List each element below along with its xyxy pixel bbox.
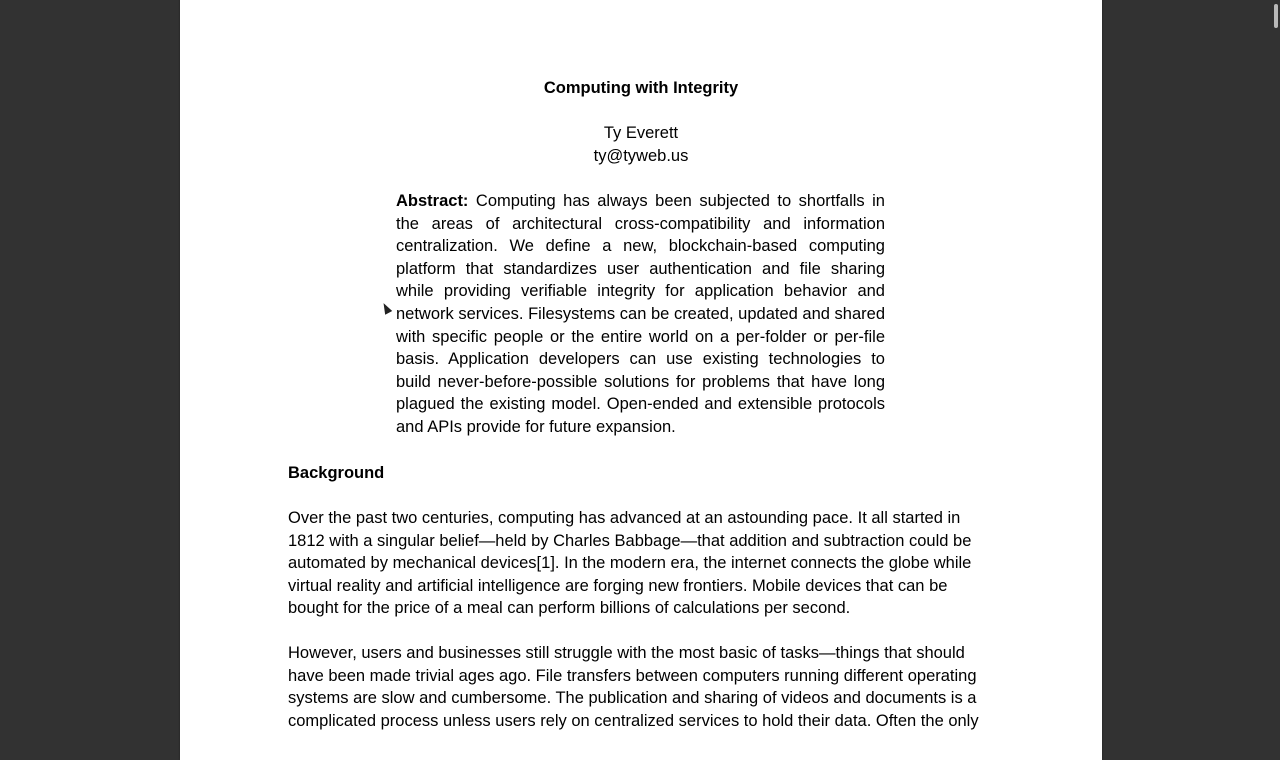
document-page	[180, 0, 1102, 760]
scrollbar-thumb[interactable]	[1274, 4, 1278, 28]
abstract-label: Abstract:	[396, 192, 469, 210]
paragraph-1: Over the past two centuries, computing has advanced at an astounding pace. It all started in 1812 with a singular belief—held by Charles Babbage—that addition and subtraction could be automated by mechanical devices[1]. In the modern era, the internet connects the globe while virtual reality and artificial intelligence are forging new frontiers. Mobile devices that can be bought for the price of a meal can perform billions of calculations per second.	[288, 509, 972, 618]
section-heading-background: Background	[288, 464, 385, 482]
vertical-scrollbar[interactable]	[1268, 0, 1280, 720]
author-email: ty@tyweb.us	[593, 146, 689, 165]
document-title: Computing with Integrity	[543, 79, 739, 97]
author-name: Ty Everett	[603, 124, 679, 142]
abstract-text: Computing has always been subjected to shortfalls in the areas of architectural cross-compatibility and information centralization. We define a new, blockchain-based computing platform that standardizes user authentication and file sharing while providing verifiable integrity for application behavior and network services. Filesystems can be created, updated and shared with specific people or the entire world on a per-folder or per-file basis. Application developers can use existing technologies to build never-before-possible solutions for problems that have long plagued the existing model. Open-ended and extensible protocols and APIs provide for future expansion.	[396, 192, 885, 436]
abstract	[396, 190, 885, 439]
author-block	[180, 122, 1102, 167]
paragraph-2: However, users and businesses still struggle with the most basic of tasks—things that should have been made trivial ages ago. File transfers between computers running different operating systems are slow and cumbersome. The publication and sharing of videos and documents is a complicated process unless users rely on centralized services to hold their data. Often the only	[288, 644, 979, 730]
